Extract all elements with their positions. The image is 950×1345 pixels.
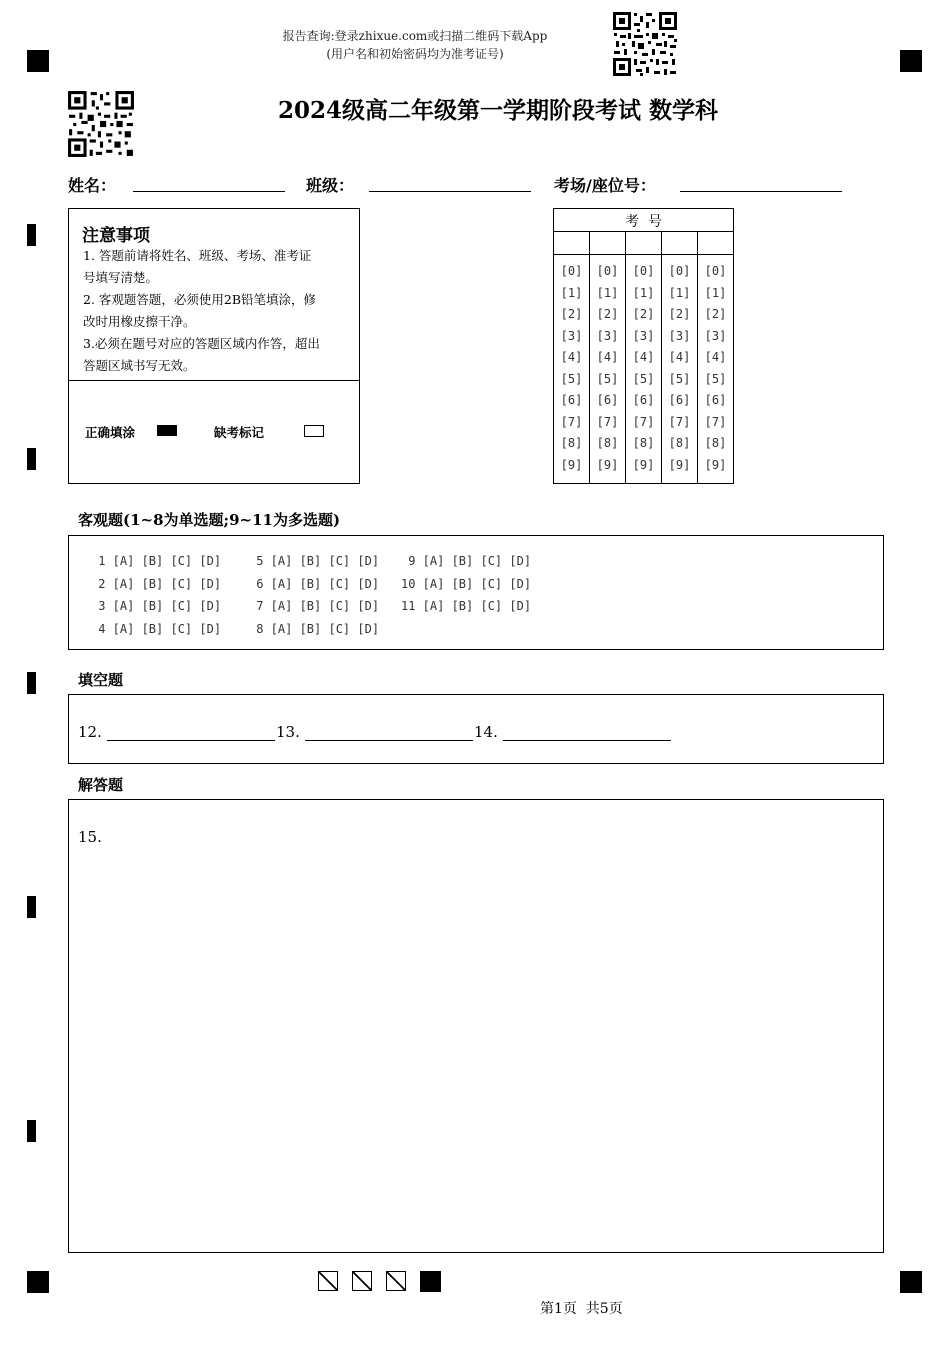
- digit-bubble[interactable]: [4]: [668, 350, 691, 364]
- objective-box: [68, 535, 884, 650]
- digit-bubble[interactable]: [8]: [596, 436, 619, 450]
- digit-bubble[interactable]: [4]: [632, 350, 655, 364]
- digit-bubble[interactable]: [3]: [560, 328, 583, 343]
- digit-bubble[interactable]: [7]: [704, 414, 727, 429]
- digit-bubble[interactable]: [2]: [632, 307, 655, 321]
- digit-bubble[interactable]: [4]: [596, 350, 619, 364]
- notice-line: 1. 答题前请将姓名、班级、考场、准考证: [83, 248, 312, 263]
- notice-line: 号填写清楚。: [83, 270, 159, 285]
- page-mark-filled: [420, 1271, 441, 1292]
- digit-bubble[interactable]: [6]: [668, 393, 691, 407]
- digit-bubble[interactable]: [2]: [560, 307, 583, 321]
- exam-id-title-divider: [554, 231, 733, 232]
- page-mark-slash: [318, 1271, 338, 1291]
- report-query-line1: 报告查询:登录zhixue.com或扫描二维码下载App: [282, 29, 548, 43]
- registration-mark-top-left: [27, 50, 49, 72]
- digit-bubble[interactable]: [6]: [560, 393, 583, 407]
- digit-bubble[interactable]: [1]: [704, 285, 727, 300]
- digit-bubble[interactable]: [9]: [560, 457, 583, 472]
- digit-bubble[interactable]: [1]: [668, 285, 691, 300]
- digit-bubble[interactable]: [9]: [632, 457, 655, 472]
- question-choice-row[interactable]: 5 [A] [B] [C] [D]: [249, 554, 380, 568]
- digit-bubble[interactable]: [9]: [704, 457, 727, 472]
- digit-bubble[interactable]: [0]: [668, 264, 691, 278]
- notice-line: 答题区域书写无效。: [83, 358, 196, 373]
- question-choice-row[interactable]: 10 [A] [B] [C] [D]: [401, 576, 532, 591]
- question-12-answer[interactable]: [107, 740, 275, 741]
- report-query-line2: (用户名和初始密码均为准考证号): [326, 47, 504, 61]
- registration-mark-bottom-right: [900, 1271, 922, 1293]
- question-14-label: 14.: [474, 723, 498, 741]
- correct-fill-sample: [157, 425, 177, 436]
- digit-bubble[interactable]: [0]: [704, 264, 727, 278]
- digit-bubble[interactable]: [2]: [596, 307, 619, 321]
- objective-title: 客观题(1~8为单选题;9~11为多选题): [78, 511, 341, 529]
- objective-column-1: [91, 550, 221, 640]
- digit-bubble[interactable]: [3]: [596, 328, 619, 343]
- class-label: 班级：: [306, 176, 355, 195]
- notice-line: 2. 客观题答题，必须使用2B铅笔填涂，修: [83, 292, 317, 307]
- question-choice-row[interactable]: 7 [A] [B] [C] [D]: [249, 599, 380, 613]
- question-choice-row[interactable]: 2 [A] [B] [C] [D]: [91, 576, 222, 591]
- exam-id-title: 考 号: [625, 214, 662, 230]
- report-query-note: [250, 27, 580, 63]
- question-choice-row[interactable]: 9 [A] [B] [C] [D]: [401, 554, 532, 568]
- digit-bubble[interactable]: [6]: [704, 393, 727, 407]
- question-15-label: 15.: [78, 828, 102, 846]
- digit-bubble[interactable]: [1]: [560, 285, 583, 300]
- notice-divider: [69, 380, 359, 381]
- digit-bubble[interactable]: [6]: [632, 393, 655, 407]
- digit-bubble[interactable]: [3]: [632, 328, 655, 343]
- exam-id-grid: [553, 208, 734, 484]
- digit-bubble[interactable]: [7]: [596, 414, 619, 429]
- digit-bubble[interactable]: [0]: [596, 264, 619, 278]
- registration-mark-top-right: [900, 50, 922, 72]
- absent-mark-label: 缺考标记: [214, 425, 265, 440]
- correct-fill-label: 正确填涂: [85, 425, 136, 440]
- page-number: 第1页 共5页: [540, 1301, 623, 1317]
- digit-bubble[interactable]: [8]: [668, 436, 691, 450]
- digit-bubble[interactable]: [1]: [632, 285, 655, 300]
- digit-bubble[interactable]: [5]: [596, 371, 619, 386]
- name-field[interactable]: [133, 191, 285, 192]
- notice-items: [83, 245, 353, 377]
- download-qr-code: [612, 11, 678, 77]
- notice-line: 3.必须在题号对应的答题区域内作答，超出: [83, 336, 320, 351]
- question-choice-row[interactable]: 11 [A] [B] [C] [D]: [401, 599, 532, 613]
- fill-blank-title: 填空题: [78, 671, 124, 689]
- exam-id-entry-divider: [554, 254, 733, 255]
- question-choice-row[interactable]: 3 [A] [B] [C] [D]: [91, 599, 222, 613]
- question-choice-row[interactable]: 8 [A] [B] [C] [D]: [249, 621, 380, 636]
- digit-bubble[interactable]: [7]: [632, 414, 655, 429]
- digit-bubble[interactable]: [9]: [668, 457, 691, 472]
- digit-bubble[interactable]: [8]: [632, 436, 655, 450]
- notice-line: 改时用橡皮擦干净。: [83, 314, 196, 329]
- digit-bubble[interactable]: [3]: [668, 328, 691, 343]
- digit-bubble[interactable]: [9]: [596, 457, 619, 472]
- digit-bubble[interactable]: [7]: [560, 414, 583, 429]
- digit-bubble[interactable]: [5]: [632, 371, 655, 386]
- digit-bubble[interactable]: [1]: [596, 285, 619, 300]
- digit-bubble[interactable]: [6]: [596, 393, 619, 407]
- digit-bubble[interactable]: [7]: [668, 414, 691, 429]
- question-12-label: 12.: [78, 723, 102, 741]
- answer-title: 解答题: [78, 776, 124, 794]
- page-mark-slash: [386, 1271, 406, 1291]
- question-choice-row[interactable]: 6 [A] [B] [C] [D]: [249, 576, 380, 591]
- objective-column-2: [249, 550, 379, 640]
- digit-bubble[interactable]: [0]: [632, 264, 655, 278]
- class-field[interactable]: [369, 191, 531, 192]
- digit-bubble[interactable]: [5]: [560, 371, 583, 386]
- digit-bubble[interactable]: [8]: [704, 436, 727, 450]
- digit-bubble[interactable]: [2]: [668, 307, 691, 321]
- question-13-answer[interactable]: [305, 740, 473, 741]
- timing-mark: [27, 448, 36, 470]
- timing-mark: [27, 672, 36, 694]
- objective-column-3: [401, 550, 531, 618]
- timing-mark: [27, 896, 36, 918]
- question-choice-row[interactable]: 4 [A] [B] [C] [D]: [91, 621, 222, 636]
- digit-bubble[interactable]: [4]: [560, 350, 583, 364]
- seat-field[interactable]: [680, 191, 842, 192]
- question-14-answer[interactable]: [503, 740, 671, 741]
- seat-label: 考场/座位号：: [554, 176, 656, 195]
- timing-mark: [27, 1120, 36, 1142]
- fill-blank-box: [68, 694, 884, 764]
- page-mark-slash: [352, 1271, 372, 1291]
- digit-bubble[interactable]: [5]: [704, 371, 727, 386]
- digit-bubble[interactable]: [0]: [560, 264, 583, 278]
- question-choice-row[interactable]: 1 [A] [B] [C] [D]: [91, 554, 222, 568]
- student-qr-code: [67, 90, 135, 158]
- notice-box: [68, 208, 360, 484]
- digit-bubble[interactable]: [8]: [560, 436, 583, 450]
- registration-mark-bottom-left: [27, 1271, 49, 1293]
- notice-title: 注意事项: [82, 226, 150, 246]
- digit-bubble[interactable]: [2]: [704, 307, 727, 321]
- digit-bubble[interactable]: [5]: [668, 371, 691, 386]
- exam-title: 2024级高二年级第一学期阶段考试 数学科: [278, 97, 719, 124]
- timing-mark: [27, 224, 36, 246]
- absent-mark-checkbox[interactable]: [304, 425, 324, 437]
- digit-bubble[interactable]: [4]: [704, 350, 727, 364]
- answer-box[interactable]: [68, 799, 884, 1253]
- digit-bubble[interactable]: [3]: [704, 328, 727, 343]
- name-label: 姓名：: [68, 176, 117, 195]
- question-13-label: 13.: [276, 723, 300, 741]
